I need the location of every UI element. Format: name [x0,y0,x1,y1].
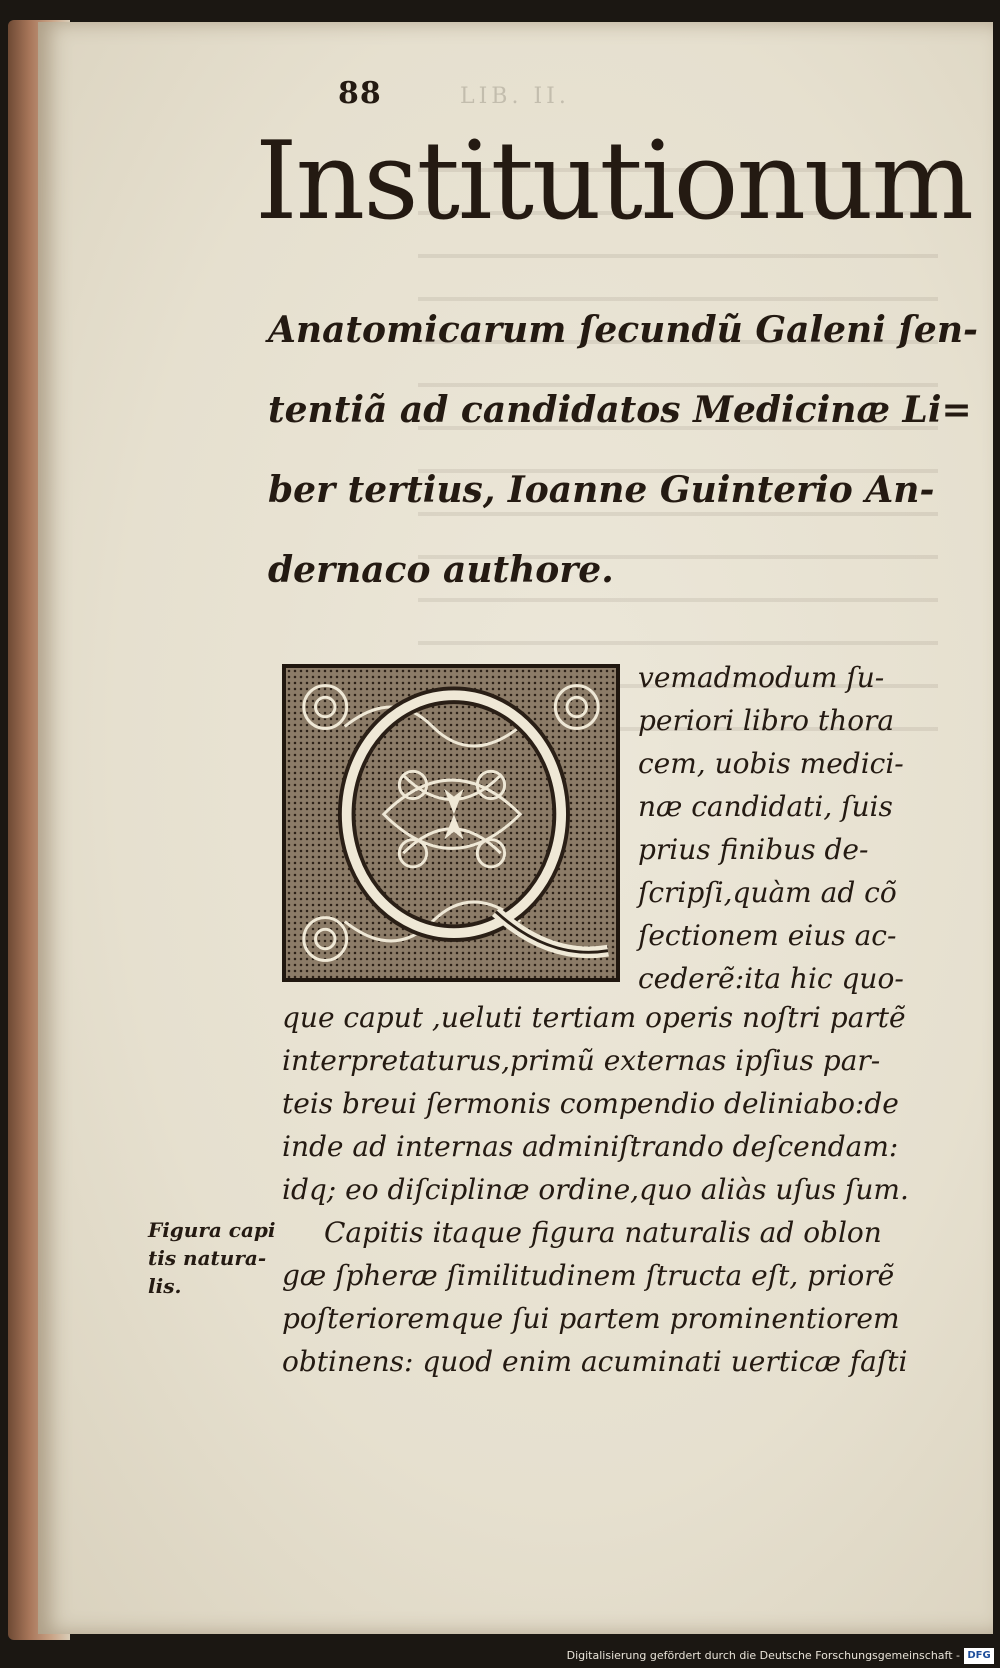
page-title: Institutionum [255,119,973,244]
decorated-initial-q [282,664,620,982]
subtitle-line: dernaco authore. [268,549,614,591]
text-line: næ candidati, ſuis [638,790,893,823]
running-head: LIB. II. [460,84,570,109]
text-line: cederẽ:ita hic quo- [638,962,904,995]
marginal-note-line: Figura capi [148,1218,276,1242]
text-line: gæ ſpheræ ſimilitudinem ſtructa eſt, priorẽ [282,1259,895,1292]
text-line: prius finibus de- [638,833,869,866]
subtitle-line: Anatomicarum ſecundũ Galeni ſen- [268,309,978,351]
text-line: inde ad internas adminiſtrando deſcendam: [282,1130,899,1163]
text-line: obtinens: quod enim acuminati uerticæ faſti [282,1345,908,1378]
marginal-note [148,1216,278,1300]
subtitle-line: ber tertius, Ioanne Guinterio An- [268,469,935,511]
text-line: teis breui ſermonis compendio deliniabo:de [282,1087,899,1120]
text-line: interpretaturus,primũ externas ipſius par- [282,1044,881,1077]
digitization-credit: Digitalisierung gefördert durch die Deutsche Forschungsgemeinschaft - [566,1649,960,1662]
text-line: idq; eo diſciplinæ ordine,quo aliàs uſus ſum. [282,1173,909,1206]
subtitle-block [268,290,978,610]
text-line: periori libro thora [638,704,895,737]
subtitle-line: tentiã ad candidatos Medicinæ Li= [268,389,972,431]
marginal-note-line: tis natura- [148,1246,267,1270]
page-number: 88 [338,76,382,111]
text-line: vemadmodum ſu- [638,661,885,694]
text-line: cem, uobis medici- [638,747,904,780]
dfg-logo: DFG [964,1648,994,1664]
body-text [282,996,912,1383]
text-beside-initial [638,656,908,1000]
marginal-note-line: lis. [148,1274,182,1298]
text-line: Capitis itaque figura naturalis ad oblon [324,1216,882,1249]
text-line: ſectionem eius ac- [638,919,897,952]
text-line: ſcripſi,quàm ad cõ [638,876,897,909]
text-line: que caput ,ueluti tertiam operis noſtri partẽ [282,1001,906,1034]
text-line: poſterioremque ſui partem prominentiorem [282,1302,900,1335]
